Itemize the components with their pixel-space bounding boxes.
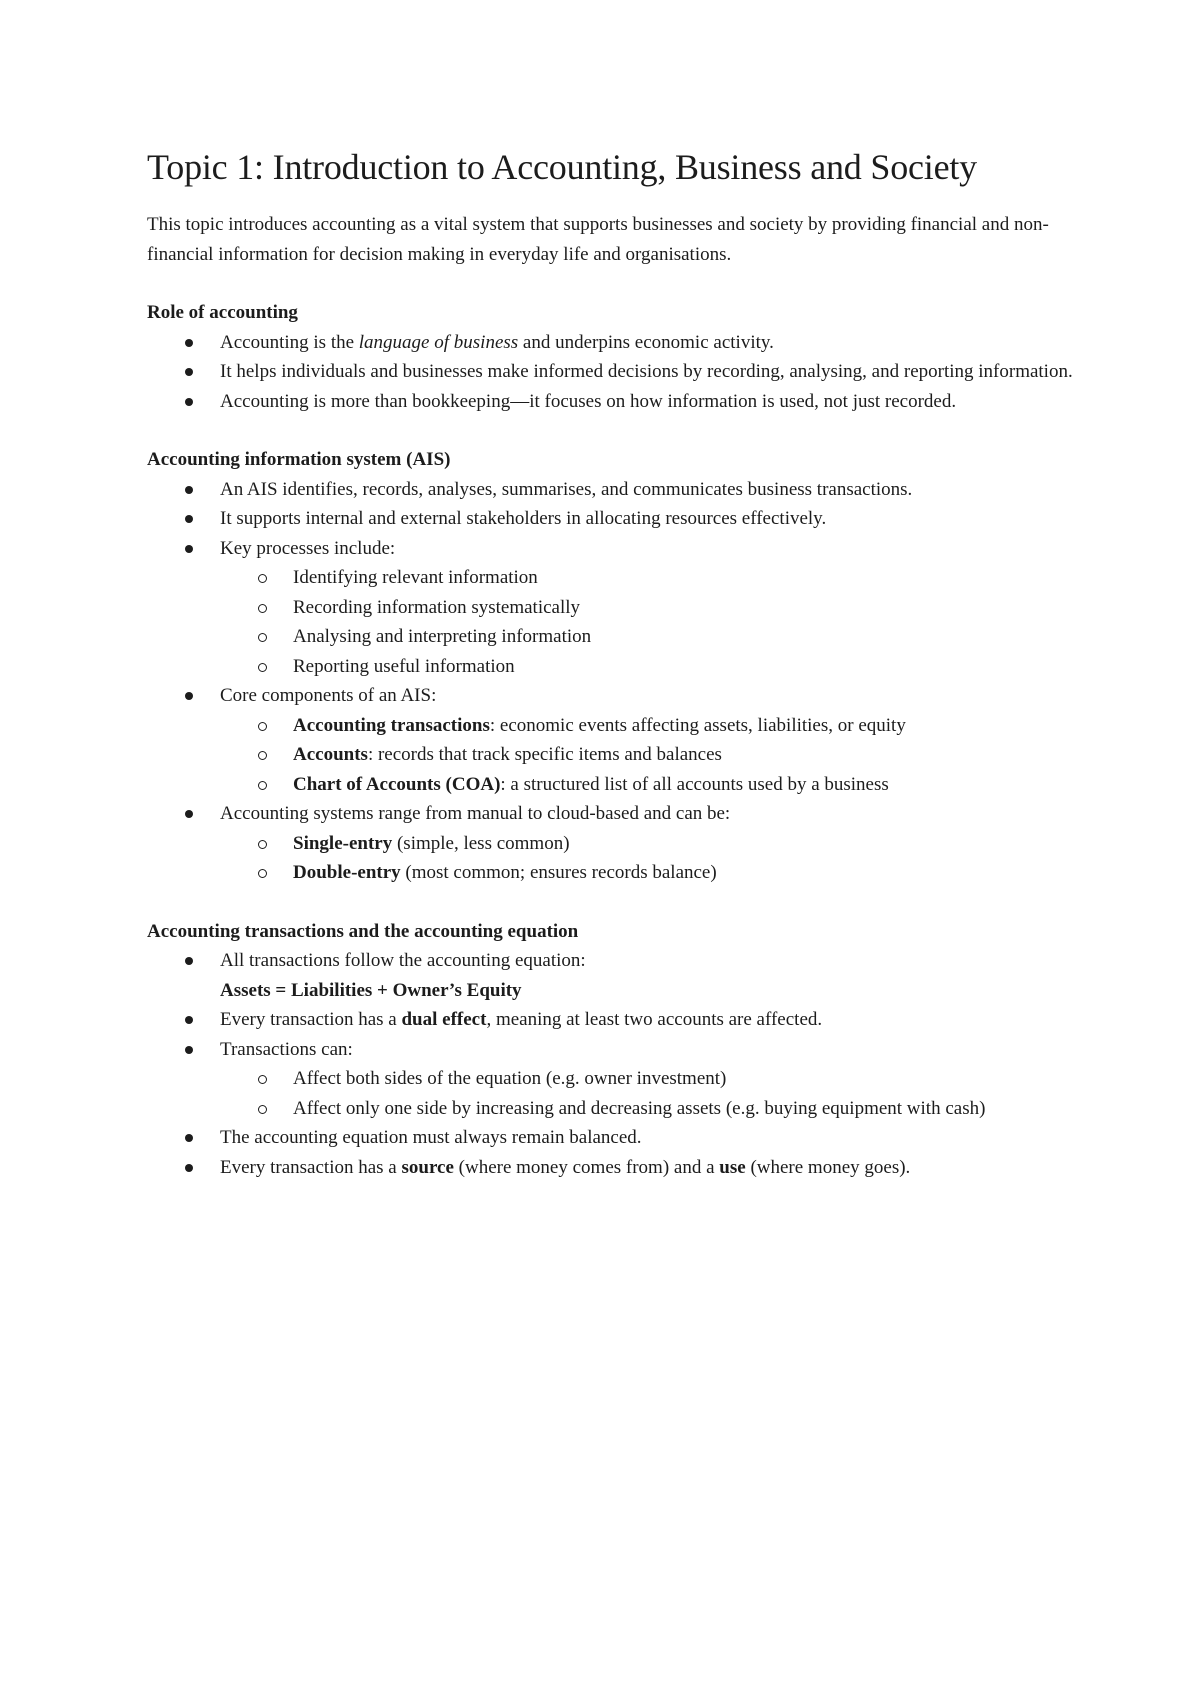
section-role xyxy=(147,298,1087,416)
sub-list-item xyxy=(220,711,1087,741)
list-text: Identifying relevant information xyxy=(293,567,538,588)
section-heading-ais: Accounting information system (AIS) xyxy=(147,449,451,470)
term-text: Single-entry xyxy=(293,832,393,854)
list-item xyxy=(147,387,1087,417)
term-text: dual effect xyxy=(401,1009,487,1030)
circle-bullet-icon xyxy=(258,781,267,790)
accounting-equation: Assets = Liabilities + Owner’s Equity xyxy=(220,979,522,1001)
list-text: (most common; ensures records balance) xyxy=(400,862,717,883)
intro-paragraph: This topic introduces accounting as a vital system that supports businesses and society by providing financial and non-financial information for decision making in everyday life and organisations. xyxy=(147,214,1049,265)
sub-list-item xyxy=(220,770,1087,800)
list-text: Every transaction has a xyxy=(220,1156,402,1178)
bullet-icon xyxy=(185,515,193,523)
sub-list-effects xyxy=(220,1064,1087,1123)
term-text: Double-entry xyxy=(293,862,401,883)
sub-list-item xyxy=(220,1064,1087,1094)
circle-bullet-icon xyxy=(258,840,267,849)
section-heading-role: Role of accounting xyxy=(147,302,298,323)
circle-bullet-icon xyxy=(258,751,267,760)
sub-list-processes xyxy=(220,563,1087,681)
bullet-icon xyxy=(185,1046,193,1054)
list-item xyxy=(147,504,1087,534)
page-title: Topic 1: Introduction to Accounting, Business and Society xyxy=(147,147,977,187)
bullet-icon xyxy=(185,810,193,818)
list-item xyxy=(147,1153,1087,1183)
list-item xyxy=(147,799,1087,888)
list-text: (where money comes from) and a xyxy=(453,1156,720,1178)
list-text: An AIS identifies, records, analyses, summarises, and communicates business transactions. xyxy=(220,478,913,500)
list-text: Key processes include: xyxy=(220,537,396,559)
list-item xyxy=(147,681,1087,799)
list-text: Every transaction has a xyxy=(220,1009,402,1030)
bullet-icon xyxy=(185,1134,193,1142)
list-text: Affect only one side by increasing and decreasing assets (e.g. buying equipment with cash) xyxy=(293,1097,986,1119)
list-text: (where money goes). xyxy=(745,1156,911,1178)
term-text: Accounts xyxy=(293,744,368,765)
emphasis-text: language of business xyxy=(358,331,519,353)
list-text: : a structured list of all accounts used by a business xyxy=(500,773,889,795)
role-list xyxy=(147,328,1087,417)
bullet-icon xyxy=(185,957,193,965)
bullet-icon xyxy=(185,692,193,700)
sub-list-item xyxy=(220,563,1087,593)
list-text: Transactions can: xyxy=(220,1038,353,1060)
section-heading-equation: Accounting transactions and the accounting equation xyxy=(147,920,579,942)
list-item xyxy=(147,475,1087,505)
list-text: and underpins economic activity. xyxy=(518,331,774,353)
section-ais xyxy=(147,445,1087,888)
list-text: (simple, less common) xyxy=(392,832,570,854)
list-text: All transactions follow the accounting equation: xyxy=(220,950,586,971)
sub-list-item xyxy=(220,652,1087,682)
list-text: Accounting is more than bookkeeping—it focuses on how information is used, not just recorded. xyxy=(220,390,957,412)
list-text: The accounting equation must always remain balanced. xyxy=(220,1127,642,1148)
bullet-icon xyxy=(185,1164,193,1172)
list-text: Core components of an AIS: xyxy=(220,685,437,706)
list-text: : economic events affecting assets, liabilities, or equity xyxy=(489,714,906,736)
list-text: Accounting is the xyxy=(220,331,359,353)
circle-bullet-icon xyxy=(258,574,267,583)
sub-list-item xyxy=(220,593,1087,623)
list-text: It supports internal and external stakeholders in allocating resources effectively. xyxy=(220,508,827,529)
term-text: Chart of Accounts (COA) xyxy=(293,773,501,795)
list-item xyxy=(147,1123,1087,1153)
circle-bullet-icon xyxy=(258,722,267,731)
sub-list-item xyxy=(220,740,1087,770)
circle-bullet-icon xyxy=(258,1105,267,1114)
bullet-icon xyxy=(185,1016,193,1024)
document-page xyxy=(147,145,1087,1211)
list-text: Accounting systems range from manual to cloud-based and can be: xyxy=(220,803,731,824)
list-item xyxy=(147,534,1087,682)
bullet-icon xyxy=(185,486,193,494)
sub-list-systems xyxy=(220,829,1087,888)
section-equation xyxy=(147,917,1087,1183)
sub-list-item xyxy=(220,1094,1087,1124)
list-text: , meaning at least two accounts are affected. xyxy=(486,1009,823,1030)
sub-list-item xyxy=(220,829,1087,859)
equation-list xyxy=(147,946,1087,1182)
ais-list xyxy=(147,475,1087,888)
list-item xyxy=(147,357,1087,387)
bullet-icon xyxy=(185,339,193,347)
circle-bullet-icon xyxy=(258,633,267,642)
circle-bullet-icon xyxy=(258,869,267,878)
sub-list-components xyxy=(220,711,1087,800)
list-text: Recording information systematically xyxy=(293,596,581,618)
list-text: : records that track specific items and balances xyxy=(367,744,722,765)
circle-bullet-icon xyxy=(258,1075,267,1084)
term-text: Accounting transactions xyxy=(293,714,490,736)
list-item xyxy=(147,1005,1087,1035)
list-item xyxy=(147,1035,1087,1124)
bullet-icon xyxy=(185,368,193,376)
list-item xyxy=(147,328,1087,358)
sub-list-item xyxy=(220,858,1087,888)
term-text: source xyxy=(401,1156,454,1178)
sub-list-item xyxy=(220,622,1087,652)
list-text: Affect both sides of the equation (e.g. owner investment) xyxy=(293,1068,727,1089)
circle-bullet-icon xyxy=(258,604,267,613)
list-text: It helps individuals and businesses make informed decisions by recording, analysing, and reporting information. xyxy=(220,361,1073,382)
bullet-icon xyxy=(185,398,193,406)
list-text: Reporting useful information xyxy=(293,655,515,677)
list-text: Analysing and interpreting information xyxy=(293,626,592,647)
bullet-icon xyxy=(185,545,193,553)
term-text: use xyxy=(719,1156,746,1178)
list-item xyxy=(147,946,1087,1005)
circle-bullet-icon xyxy=(258,663,267,672)
